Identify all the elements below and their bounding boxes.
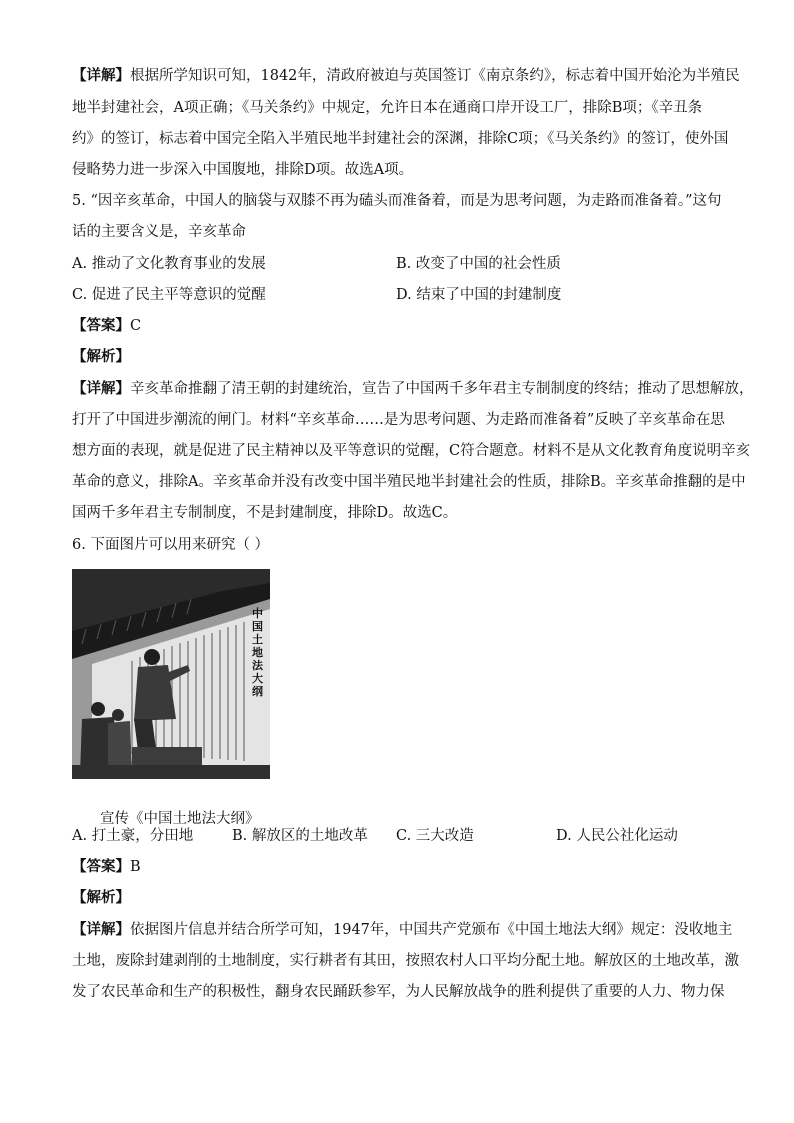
land-law-propaganda-photo	[72, 569, 270, 779]
q4-detail-line-1: 【详解】根据所学知识可知，1842年，清政府被迫与英国签订《南京条约》，标志着中国开始沦为半殖民	[72, 67, 740, 84]
q5-detail-line-2: 打开了中国进步潮流的闸门。材料“辛亥革命……是为思考问题、为走路而准备着”反映了辛亥革命在思	[72, 412, 725, 428]
q5-analysis-heading: 【解析】	[72, 348, 130, 365]
q6-detail-line-3: 发了农民革命和生产的积极性，翻身农民踊跃参军，为人民解放战争的胜利提供了重要的人力、物力保	[72, 984, 725, 1000]
photo-sign-text: 中国土地法大纲	[252, 607, 263, 698]
q4-detail-line-4: 侵略势力进一步深入中国腹地，排除D项。故选A项。	[72, 162, 414, 178]
q6-detail-line-2: 土地，废除封建剥削的土地制度，实行耕者有其田，按照农村人口平均分配土地。解放区的土地改革，激	[72, 953, 739, 969]
q5-option-c: C. 促进了民主平等意识的觉醒	[72, 287, 266, 303]
photo-caption: 宣传《中国土地法大纲》	[100, 810, 260, 827]
q6-detail-line-1: 【详解】依据图片信息并结合所学可知，1947年，中国共产党颁布《中国土地法大纲》规定：没收地主	[72, 921, 733, 938]
q6-option-c: C. 三大改造	[396, 828, 474, 844]
q6-analysis-heading: 【解析】	[72, 889, 130, 906]
q4-detail-line-2: 地半封建社会，A项正确；《马关条约》中规定，允许日本在通商口岸开设工厂，排除B项；《辛丑条	[72, 100, 703, 116]
q5-option-b: B. 改变了中国的社会性质	[396, 256, 561, 272]
q4-detail-line-3: 约》的签订，标志着中国完全陷入半殖民地半封建社会的深渊，排除C项；《马关条约》的签订，使外国	[72, 131, 729, 147]
q6-answer: 【答案】B	[72, 858, 141, 875]
q5-detail-line-3: 想方面的表现，就是促进了民主精神以及平等意识的觉醒，C符合题意。材料不是从文化教育角度说明辛亥	[72, 443, 751, 459]
q5-option-a: A. 推动了文化教育事业的发展	[72, 256, 266, 272]
q5-detail-line-4: 革命的意义，排除A。辛亥革命并没有改变中国半殖民地半封建社会的性质，排除B。辛亥革命推翻的是中	[72, 474, 746, 490]
q5-stem-line-1: 5. “因辛亥革命，中国人的脑袋与双膝不再为磕头而准备着，而是为思考问题，为走路而准备着。”这句	[72, 193, 722, 209]
q5-stem-line-2: 话的主要含义是，辛亥革命	[72, 224, 246, 240]
q6-option-a: A. 打土豪，分田地	[72, 828, 194, 844]
q5-answer: 【答案】C	[72, 317, 142, 334]
q6-stem: 6. 下面图片可以用来研究（ ）	[72, 537, 270, 553]
q5-detail-line-1: 【详解】辛亥革命推翻了清王朝的封建统治，宣告了中国两千多年君主专制制度的终结；推动了思想解放，	[72, 380, 754, 397]
detail-tag: 【详解】	[72, 67, 130, 84]
q6-option-b: B. 解放区的土地改革	[232, 828, 368, 844]
q5-detail-line-5: 国两千多年君主专制制度，不是封建制度，排除D。故选C。	[72, 505, 458, 521]
q5-option-d: D. 结束了中国的封建制度	[396, 287, 562, 303]
q6-option-d: D. 人民公社化运动	[556, 828, 678, 844]
